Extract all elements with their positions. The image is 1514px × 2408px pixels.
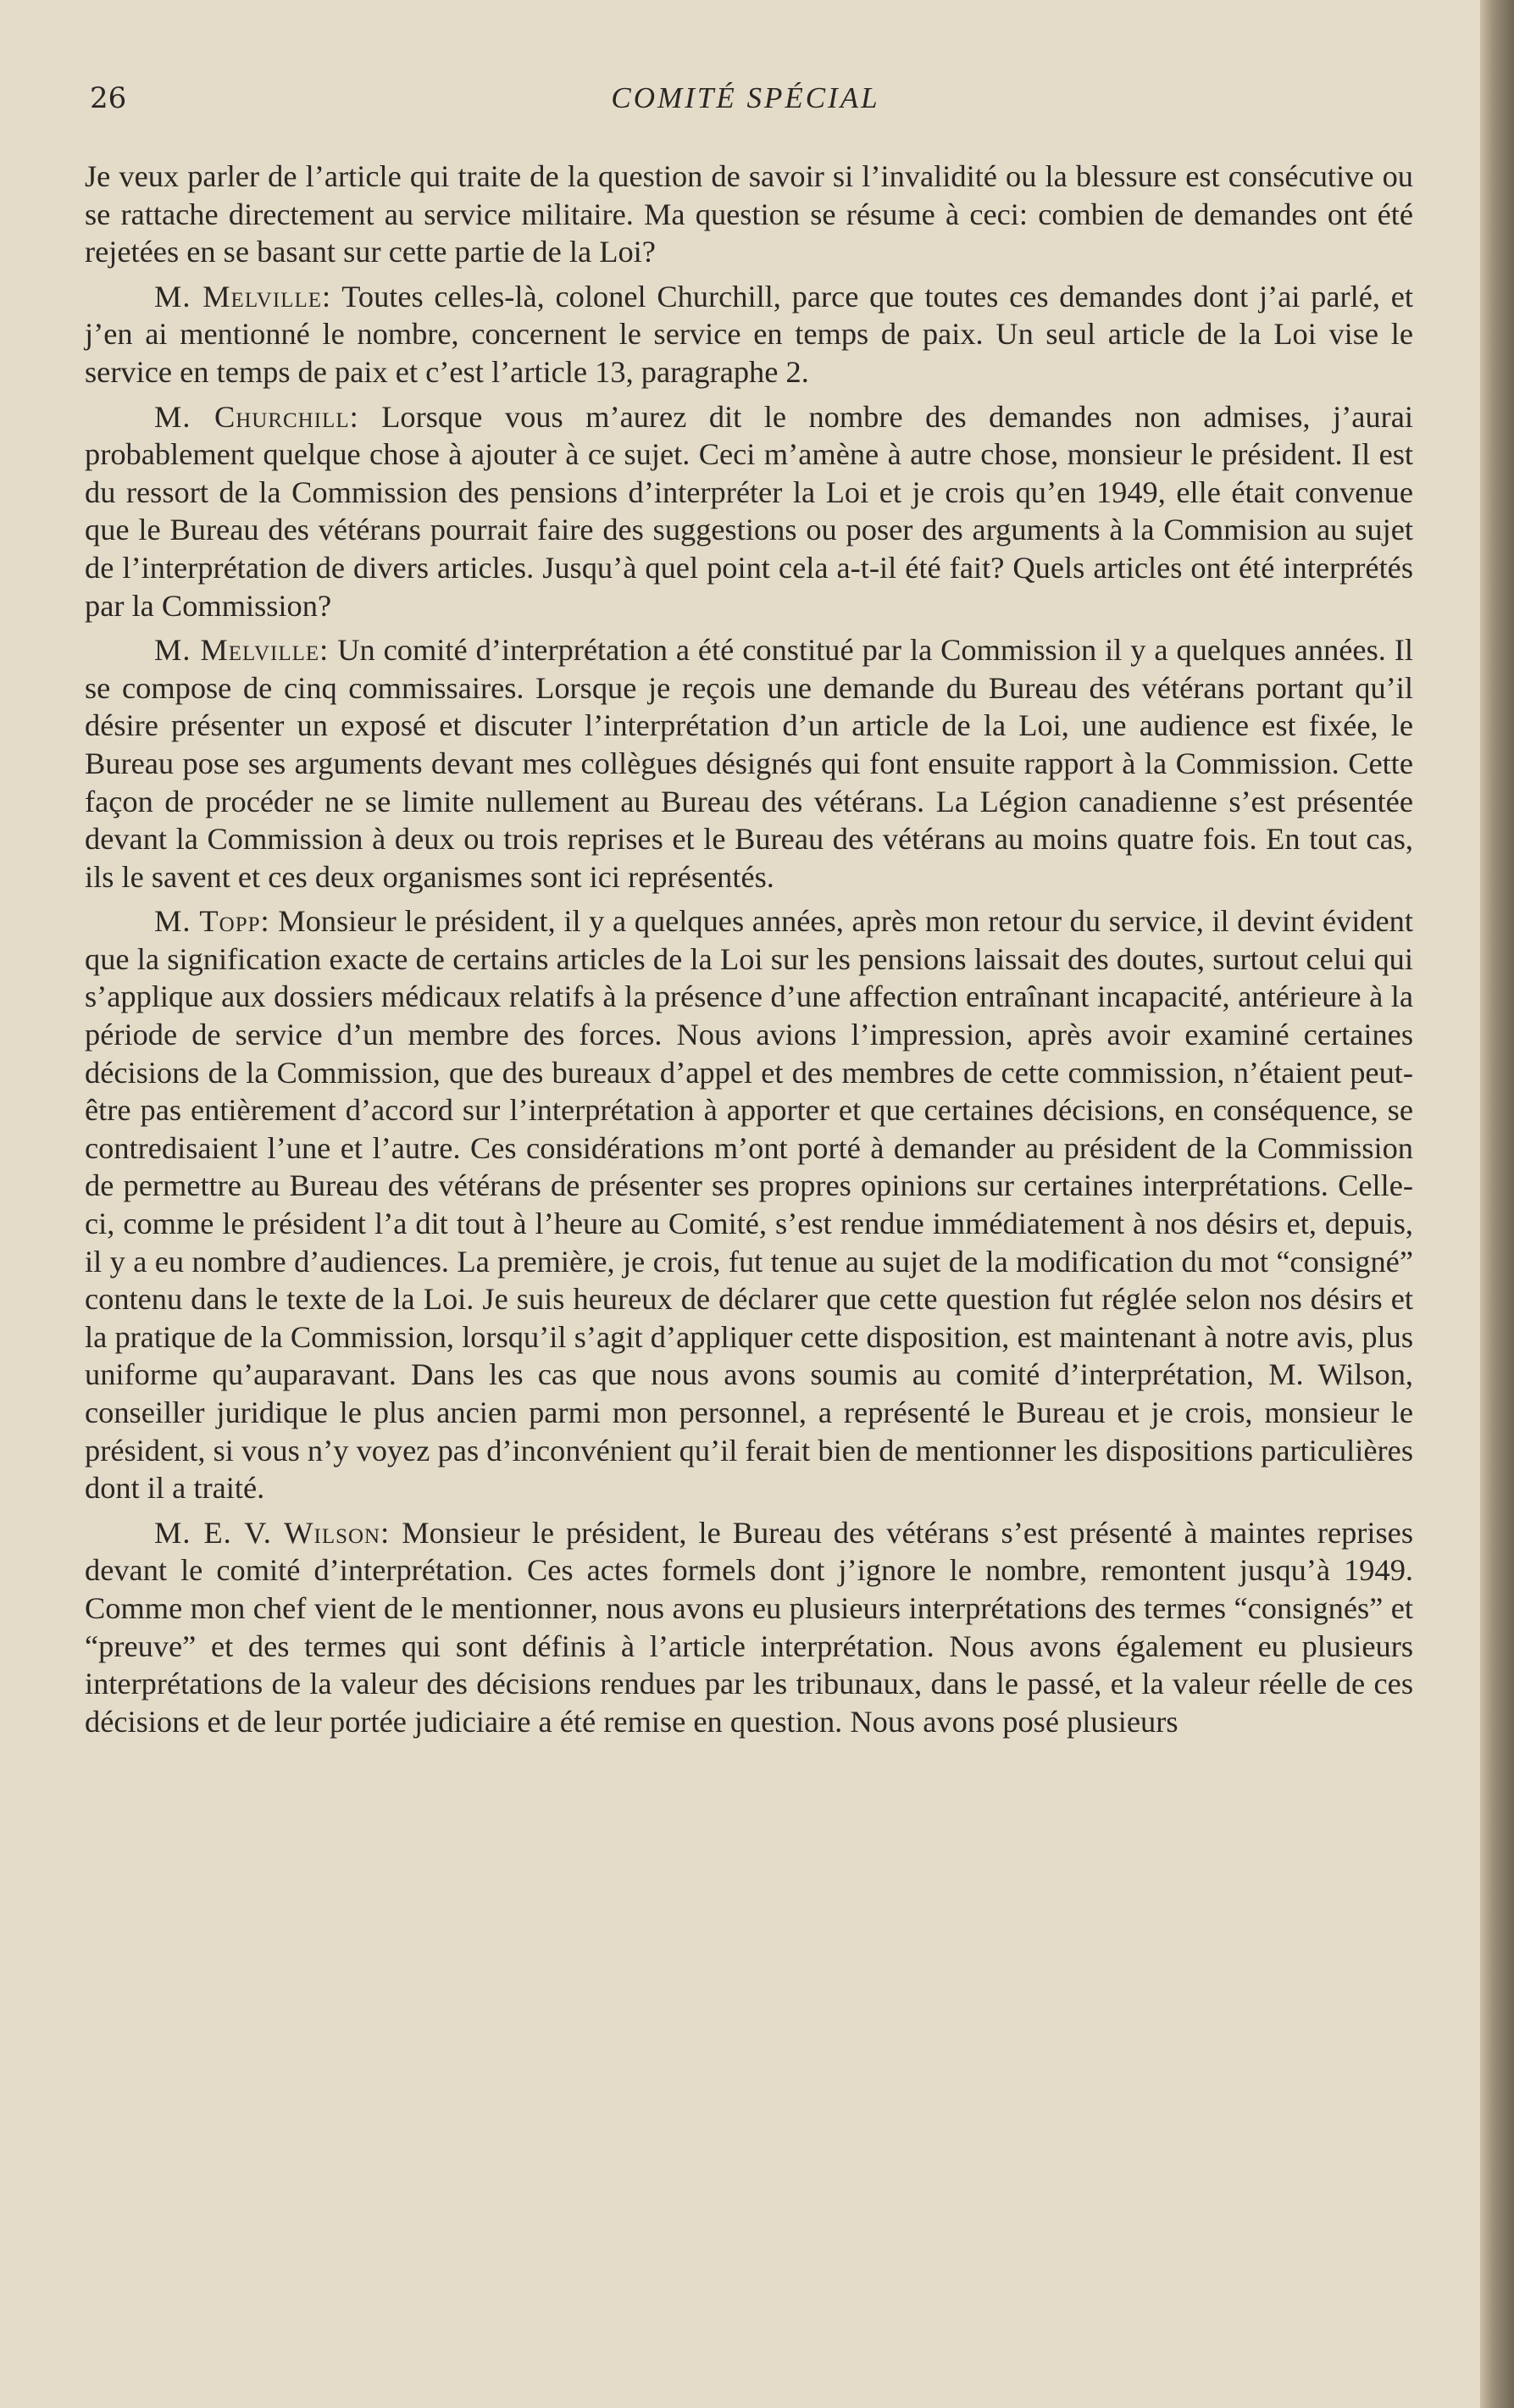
speaker-name: M. Churchill: bbox=[154, 399, 359, 434]
paragraph-text: Monsieur le président, le Bureau des vétérans s’est présenté à maintes reprises devant le comité d’interprétation. Ces actes formels dont j’ignore le nombre, remontent jusqu’à 1949. Comme mon chef vient de le mentionner, nous avons eu plusieurs interprétations des termes “consignés” et “preuve” et des termes qui sont définis à l’article interprétation. Nous avons également eu plusieurs interprétations de la valeur des décisions rendues par les tribunaux, dans le passé, et la valeur réelle de ces décisions et de leur portée judiciaire a été remise en question. Nous avons posé plusieurs bbox=[85, 1515, 1413, 1739]
speaker-name: M. E. V. Wilson: bbox=[154, 1515, 391, 1550]
speaker-name: M. Topp: bbox=[154, 904, 270, 939]
paragraph-intro bbox=[85, 158, 1413, 271]
paragraph-text: Un comité d’interprétation a été constitué par la Commission il y a quelques années. Il se compose de cinq commissaires. Lorsque je reçois une demande du Bureau des vétérans portant qu’il désire présenter un exposé et discuter l’interprétation d’un article de la Loi, une audience est fixée, le Bureau pose ses arguments devant mes collègues désignés qui font ensuite rapport à la Commission. Cette façon de procéder ne se limite nullement au Bureau des vétérans. La Légion canadienne s’est présentée devant la Commission à deux ou trois reprises et le Bureau des vétérans au moins quatre fois. En tout cas, ils le savent et ces deux organismes sont ici représentés. bbox=[85, 633, 1413, 894]
paragraph-melville-1 bbox=[85, 278, 1413, 391]
speaker-name: M. Melville: bbox=[154, 633, 330, 668]
paragraph-text: Toutes celles-là, colonel Churchill, parce que toutes ces demandes dont j’ai parlé, et j’en ai mentionné le nombre, concernent le service en temps de paix. Un seul article de la Loi vise le service en temps de paix et c’est l’article 13, paragraphe 2. bbox=[85, 279, 1413, 389]
paragraph-text: Lorsque vous m’aurez dit le nombre des demandes non admises, j’aurai probablement quelque chose à ajouter à ce sujet. Ceci m’amène à autre chose, monsieur le président. Il est du ressort de la Commission des pensions d’interpréter la Loi et je crois qu’en 1949, elle était convenue que le Bureau des vétérans pourrait faire des suggestions ou poser des arguments à la Commision au sujet de l’interprétation de divers articles. Jusqu’à quel point cela a-t-il été fait? Quels articles ont été interprétés par la Commission? bbox=[85, 399, 1413, 623]
page-header bbox=[85, 81, 1406, 132]
paragraph-text: Je veux parler de l’article qui traite de la question de savoir si l’invalidité ou la blessure est consécutive ou se rattache directement au service militaire. Ma question se résume à ceci: combien de demandes ont été rejetées en se basant sur cette partie de la Loi? bbox=[85, 159, 1413, 269]
paragraph-wilson bbox=[85, 1514, 1413, 1741]
paragraph-melville-2 bbox=[85, 631, 1413, 896]
paragraph-topp bbox=[85, 902, 1413, 1507]
running-head: COMITÉ SPÉCIAL bbox=[611, 81, 880, 114]
speaker-name: M. Melville: bbox=[154, 279, 332, 313]
page-edge-shadow bbox=[1480, 0, 1514, 2408]
page-number: 26 bbox=[90, 81, 127, 115]
paragraph-churchill bbox=[85, 398, 1413, 625]
paragraph-text: Monsieur le président, il y a quelques années, après mon retour du service, il devint évident que la signification exacte de certains articles de la Loi sur les pensions laissait des doutes, surtout celui qui s’applique aux dossiers médicaux relatifs à la présence d’une affection entraînant incapacité, antérieure à la période de service d’un membre des forces. Nous avions l’impression, après avoir examiné certaines décisions de la Commission, que des bureaux d’appel et des membres de cette commission, n’étaient peut-être pas entièrement d’accord sur l’interprétation à apporter et que certaines décisions, en conséquence, se contredisaient l’une et l’autre. Ces considérations m’ont porté à demander au président de la Commission de permettre au Bureau des vétérans de présenter ses propres opinions sur certaines interprétations. Celle-ci, comme le président l’a dit tout à l’heure au Comité, s’est rendue immédiatement à nos désirs et, depuis, il y a eu nombre d’audiences. La première, je crois, fut tenue au sujet de la modification du mot “consigné” contenu dans le texte de la Loi. Je suis heureux de déclarer que cette question fut réglée selon nos désirs et la pratique de la Commission, lorsqu’il s’agit d’appliquer cette disposition, est maintenant à notre avis, plus uniforme qu’auparavant. Dans les cas que nous avons soumis au comité d’interprétation, M. Wilson, conseiller juridique le plus ancien parmi mon personnel, a représenté le Bureau et je crois, monsieur le président, si vous n’y voyez pas d’inconvénient qu’il ferait bien de mentionner les dispositions particulières dont il a traité. bbox=[85, 904, 1413, 1506]
document-body bbox=[85, 158, 1413, 1747]
